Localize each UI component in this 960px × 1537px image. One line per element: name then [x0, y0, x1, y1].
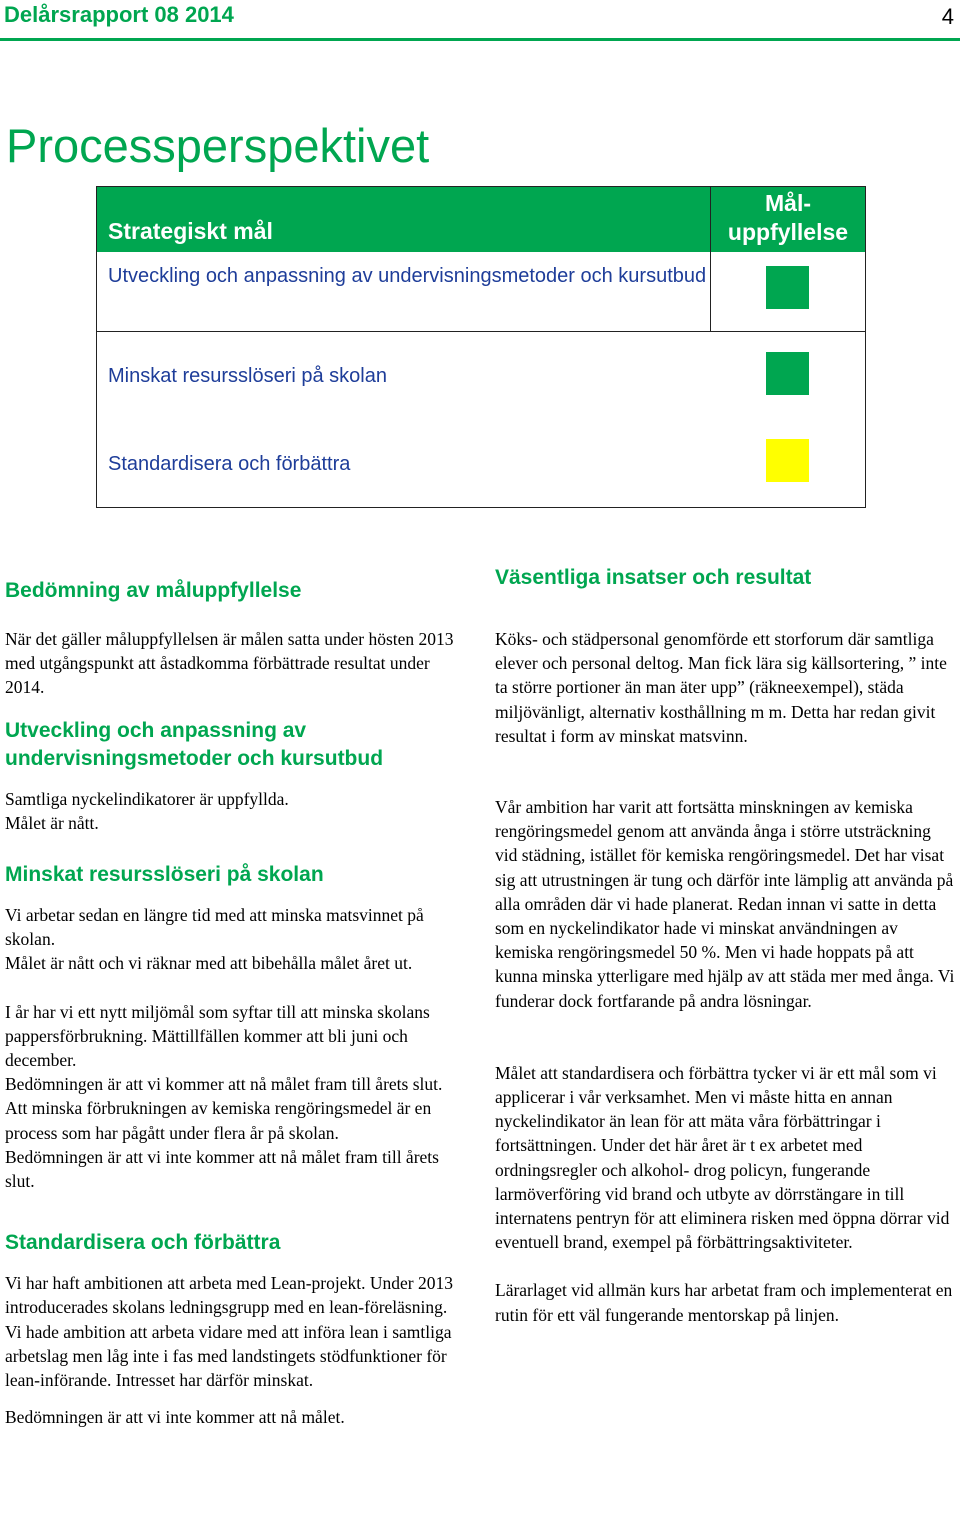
goal-row-2-status	[766, 352, 809, 395]
results-paragraph-2: Vår ambition har varit att fortsätta minskningen av kemiska rengöringsmedel genom att använda ånga i större utsträckning vid städning, istället för kemiska rengöringsmedel. Det har visat sig att utrustningen är tung och därför inte lämplig att använda på alla områden där vi hade planerat. Redan innan vi satte in detta som en nyckelindikator hade vi minskat användningen av kemiska rengöringsmedel 50 %. Men vi hade hoppats på att kunna minska ytterligare med hjälp av att städa mer med ånga. Vi funderar dock fortfarande på andra lösningar.	[495, 797, 955, 1011]
section-text-waste-5: Att minska förbrukningen av kemiska rengöringsmedel är en process som har pågått under flera år på skolan.	[5, 1098, 432, 1143]
section-heading-standardize: Standardisera och förbättra	[5, 1231, 281, 1255]
goal-row-1-text: Utveckling och anpassning av undervisningsmetoder och kursutbud	[108, 265, 707, 287]
goal-row-1-status	[766, 266, 809, 309]
section-heading-teaching: Utveckling och anpassning av undervisningsmetoder och kursutbud	[5, 718, 384, 770]
section-text-teaching-2: Målet är nått.	[5, 812, 99, 833]
section-text-waste-1: Vi arbetar sedan en längre tid med att minska matsvinnet på skolan.	[5, 905, 424, 950]
results-heading: Väsentliga insatser och resultat	[495, 566, 812, 589]
goal-row-3-status	[766, 439, 809, 482]
report-title: Delårsrapport 08 2014	[4, 2, 234, 27]
page-title: Processperspektivet	[6, 119, 430, 172]
header-divider	[0, 38, 960, 41]
column-divider	[710, 187, 711, 332]
section-text-standardize-2: Bedömningen är att vi inte kommer att nå målet.	[5, 1407, 345, 1428]
goal-row-2-text: Minskat resursslöseri på skolan	[108, 365, 387, 387]
page-number: 4	[941, 4, 954, 29]
assessment-heading: Bedömning av måluppfyllelse	[5, 579, 302, 602]
section-heading-waste: Minskat resursslöseri på skolan	[5, 863, 324, 887]
goal-fulfillment-header	[711, 189, 865, 247]
section-text-waste-4: Bedömningen är att vi kommer att nå målet fram till årets slut.	[5, 1074, 443, 1095]
results-paragraph-1: Köks- och städpersonal genomförde ett storforum där samtliga elever och personal deltog. Man fick lära sig källsortering, ” inte ta större portioner än man äter upp” (räkneexempel), städa miljövänligt, alternativ kosthållning m m. Detta har redan givit resultat i form av minskat matsvinn.	[495, 629, 947, 746]
goal-fulfillment-header-line2: uppfyllelse	[727, 219, 849, 245]
section-text-waste-6: Bedömningen är att vi inte kommer att nå målet fram till årets slut.	[5, 1146, 439, 1192]
strategic-goal-header: Strategiskt mål	[108, 218, 273, 244]
goal-row-3-text: Standardisera och förbättra	[108, 453, 351, 475]
goal-fulfillment-header-line1: Mål-	[765, 190, 811, 216]
section-text-standardize-1: Vi har haft ambitionen att arbeta med Lean-projekt. Under 2013 introducerades skolans ledningsgrupp med en lean-föreläsning. Vi hade ambition att arbeta vidare med att införa lean i samtliga arbetslag men låg inte i fas med landstingets stödfunktioner för lean-införande. Intresset har därför minskat.	[5, 1273, 453, 1391]
results-paragraph-4: Lärarlaget vid allmän kurs har arbetat fram och implementerat en rutin för ett väl fungerande mentorskap på linjen.	[495, 1280, 953, 1325]
row-divider	[97, 331, 865, 332]
results-column	[495, 564, 957, 1327]
assessment-column	[5, 577, 465, 1429]
section-text-waste-3: I år har vi ett nytt miljömål som syftar till att minska skolans pappersförbrukning. Mättillfällen kommer att bli juni och december.	[5, 1001, 430, 1071]
goal-table	[96, 186, 866, 508]
section-text-teaching-1: Samtliga nyckelindikatorer är uppfyllda.	[5, 788, 289, 809]
assessment-text: När det gäller måluppfyllelsen är målen satta under hösten 2013 med utgångspunkt att åstadkomma förbättrade resultat under 2014.	[5, 629, 454, 698]
section-text-waste-2: Målet är nått och vi räknar med att bibehålla målet året ut.	[5, 953, 413, 974]
results-paragraph-3: Målet att standardisera och förbättra tycker vi är ett mål som vi applicerar i vår verksamhet. Men vi måste hitta en annan nyckelindikator än lean för att mäta våra förbättringar i fortsättningen. Under det här året är t ex arbetet med ordningsregler och alkohol- drog policyn, fungerande larmöverföring vid brand och utbyte av dörrstängare in till internatens pentryn för att eliminera risken med öppna dörrar vid eventuell brand, exempel på förbättringsaktiviteter.	[495, 1062, 950, 1253]
